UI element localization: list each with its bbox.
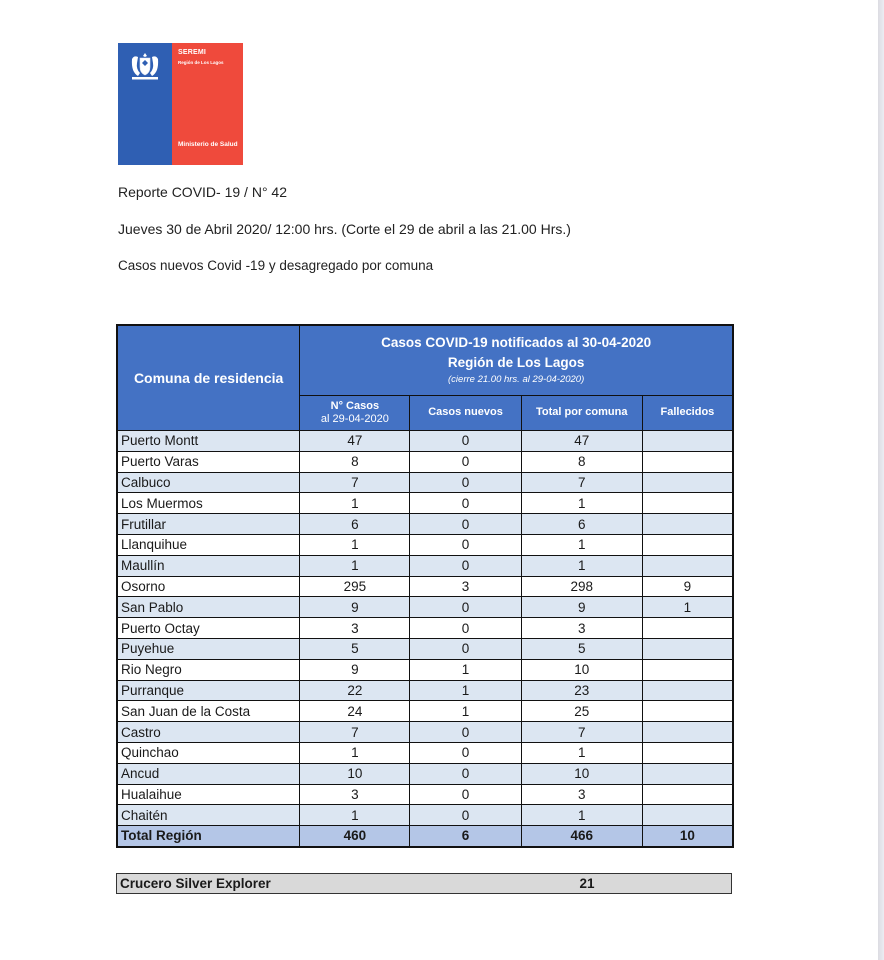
cell-casos: 9: [300, 659, 410, 680]
table-row: [117, 618, 733, 639]
cell-nuevos: 1: [410, 659, 521, 680]
cruise-row: [116, 873, 732, 894]
logo-org: SEREMI: [178, 49, 207, 56]
cell-total: 25: [521, 701, 642, 722]
cell-comuna: Ancud: [117, 763, 300, 784]
cell-total: 10: [521, 763, 642, 784]
cell-fallecidos: [642, 805, 733, 826]
cell-comuna: Castro: [117, 722, 300, 743]
logo-red-panel: [172, 43, 243, 165]
cell-fallecidos: 9: [642, 576, 733, 597]
cell-fallecidos: [642, 638, 733, 659]
cell-casos: 3: [300, 618, 410, 639]
cell-total: 23: [521, 680, 642, 701]
cell-comuna: Puerto Octay: [117, 618, 300, 639]
table-row: [117, 638, 733, 659]
total-nuevos: 6: [410, 826, 521, 848]
cell-total: 8: [521, 451, 642, 472]
cell-fallecidos: [642, 742, 733, 763]
cell-fallecidos: [642, 784, 733, 805]
cell-fallecidos: [642, 659, 733, 680]
cell-comuna: San Pablo: [117, 597, 300, 618]
cruise-value: 21: [579, 876, 595, 891]
table-row: [117, 451, 733, 472]
cell-casos: 10: [300, 763, 410, 784]
cell-fallecidos: [642, 555, 733, 576]
column-header-label: N° Casos: [330, 399, 380, 412]
table-row: [117, 805, 733, 826]
table-row: [117, 659, 733, 680]
cell-nuevos: 0: [410, 597, 521, 618]
column-header-fallecidos: Fallecidos: [642, 395, 733, 430]
report-subtitle: Casos nuevos Covid -19 y desagregado por comuna: [118, 258, 434, 273]
cell-comuna: Quinchao: [117, 742, 300, 763]
cell-nuevos: 0: [410, 534, 521, 555]
cell-total: 1: [521, 805, 642, 826]
cell-nuevos: 0: [410, 431, 521, 452]
cell-casos: 8: [300, 451, 410, 472]
table-title: [300, 325, 733, 395]
cell-fallecidos: [642, 701, 733, 722]
table-row: [117, 722, 733, 743]
cell-comuna: San Juan de la Costa: [117, 701, 300, 722]
logo-region: Región de Los Lagos: [178, 60, 224, 65]
cell-comuna: Hualaihue: [117, 784, 300, 805]
cell-nuevos: 0: [410, 472, 521, 493]
cell-total: 298: [521, 576, 642, 597]
table-row: [117, 472, 733, 493]
cell-fallecidos: [642, 514, 733, 535]
table-row: [117, 431, 733, 452]
cell-casos: 1: [300, 742, 410, 763]
cell-total: 47: [521, 431, 642, 452]
cell-nuevos: 0: [410, 493, 521, 514]
cell-total: 1: [521, 555, 642, 576]
cell-total: 3: [521, 784, 642, 805]
cell-casos: 1: [300, 534, 410, 555]
table-title-line2: Región de Los Lagos: [447, 355, 585, 371]
table-row: [117, 493, 733, 514]
comuna-header: Comuna de residencia: [117, 325, 300, 431]
total-row: [117, 826, 733, 848]
cell-comuna: Puerto Montt: [117, 431, 300, 452]
cell-casos: 47: [300, 431, 410, 452]
cell-nuevos: 0: [410, 451, 521, 472]
table-row: [117, 701, 733, 722]
cell-fallecidos: [642, 493, 733, 514]
column-header-sub: al 29-04-2020: [320, 412, 389, 425]
cell-total: 1: [521, 742, 642, 763]
total-casos: 460: [300, 826, 410, 848]
cell-casos: 1: [300, 493, 410, 514]
cell-casos: 7: [300, 472, 410, 493]
cell-total: 6: [521, 514, 642, 535]
column-header-casos: [300, 395, 410, 430]
cell-comuna: Osorno: [117, 576, 300, 597]
cell-casos: 7: [300, 722, 410, 743]
cell-nuevos: 0: [410, 618, 521, 639]
cell-nuevos: 3: [410, 576, 521, 597]
cell-fallecidos: [642, 722, 733, 743]
table-row: [117, 534, 733, 555]
cell-fallecidos: [642, 472, 733, 493]
seremi-logo: [118, 43, 243, 165]
cell-nuevos: 0: [410, 638, 521, 659]
cell-total: 3: [521, 618, 642, 639]
cell-comuna: Puerto Varas: [117, 451, 300, 472]
cell-comuna: Purranque: [117, 680, 300, 701]
column-header-total: Total por comuna: [521, 395, 642, 430]
cell-total: 9: [521, 597, 642, 618]
cell-comuna: Maullín: [117, 555, 300, 576]
table-title-line3: (cierre 21.00 hrs. al 29-04-2020): [448, 374, 585, 386]
cell-casos: 1: [300, 555, 410, 576]
cell-fallecidos: [642, 618, 733, 639]
table-row: [117, 576, 733, 597]
cell-total: 5: [521, 638, 642, 659]
cell-casos: 9: [300, 597, 410, 618]
logo-ministry: Ministerio de Salud: [178, 141, 238, 148]
cell-nuevos: 1: [410, 680, 521, 701]
cell-nuevos: 0: [410, 555, 521, 576]
cell-comuna: Frutillar: [117, 514, 300, 535]
cell-comuna: Los Muermos: [117, 493, 300, 514]
table-title-line1: Casos COVID-19 notificados al 30-04-2020: [381, 335, 652, 351]
cell-nuevos: 0: [410, 742, 521, 763]
cell-casos: 24: [300, 701, 410, 722]
cell-total: 1: [521, 534, 642, 555]
cell-total: 1: [521, 493, 642, 514]
cell-fallecidos: [642, 451, 733, 472]
cell-casos: 1: [300, 805, 410, 826]
cell-fallecidos: [642, 763, 733, 784]
cell-comuna: Llanquihue: [117, 534, 300, 555]
cell-fallecidos: 1: [642, 597, 733, 618]
cell-casos: 6: [300, 514, 410, 535]
cell-comuna: Chaitén: [117, 805, 300, 826]
chile-coat-of-arms-icon: [126, 51, 164, 83]
table-row: [117, 555, 733, 576]
cell-nuevos: 0: [410, 805, 521, 826]
total-total: 466: [521, 826, 642, 848]
cell-nuevos: 0: [410, 514, 521, 535]
cell-nuevos: 0: [410, 763, 521, 784]
cell-fallecidos: [642, 431, 733, 452]
cell-casos: 295: [300, 576, 410, 597]
cruise-label: Crucero Silver Explorer: [120, 876, 271, 891]
column-header-nuevos: Casos nuevos: [410, 395, 521, 430]
logo-blue-panel: [118, 43, 172, 165]
report-title: Reporte COVID- 19 / N° 42: [118, 184, 287, 200]
table-row: [117, 514, 733, 535]
cell-casos: 5: [300, 638, 410, 659]
table-row: [117, 680, 733, 701]
total-label: Total Región: [117, 826, 300, 848]
page-edge-shadow: [878, 0, 884, 960]
cell-total: 7: [521, 722, 642, 743]
cell-total: 10: [521, 659, 642, 680]
total-fallecidos: 10: [642, 826, 733, 848]
table-row: [117, 597, 733, 618]
cases-table: [116, 324, 734, 848]
cell-nuevos: 0: [410, 722, 521, 743]
table-row: [117, 763, 733, 784]
cell-nuevos: 0: [410, 784, 521, 805]
cell-casos: 22: [300, 680, 410, 701]
cell-nuevos: 1: [410, 701, 521, 722]
cell-comuna: Rio Negro: [117, 659, 300, 680]
cell-fallecidos: [642, 680, 733, 701]
report-date: Jueves 30 de Abril 2020/ 12:00 hrs. (Corte el 29 de abril a las 21.00 Hrs.): [118, 221, 571, 237]
cell-casos: 3: [300, 784, 410, 805]
cell-comuna: Puyehue: [117, 638, 300, 659]
table-row: [117, 742, 733, 763]
cell-total: 7: [521, 472, 642, 493]
cell-fallecidos: [642, 534, 733, 555]
cell-comuna: Calbuco: [117, 472, 300, 493]
table-row: [117, 784, 733, 805]
